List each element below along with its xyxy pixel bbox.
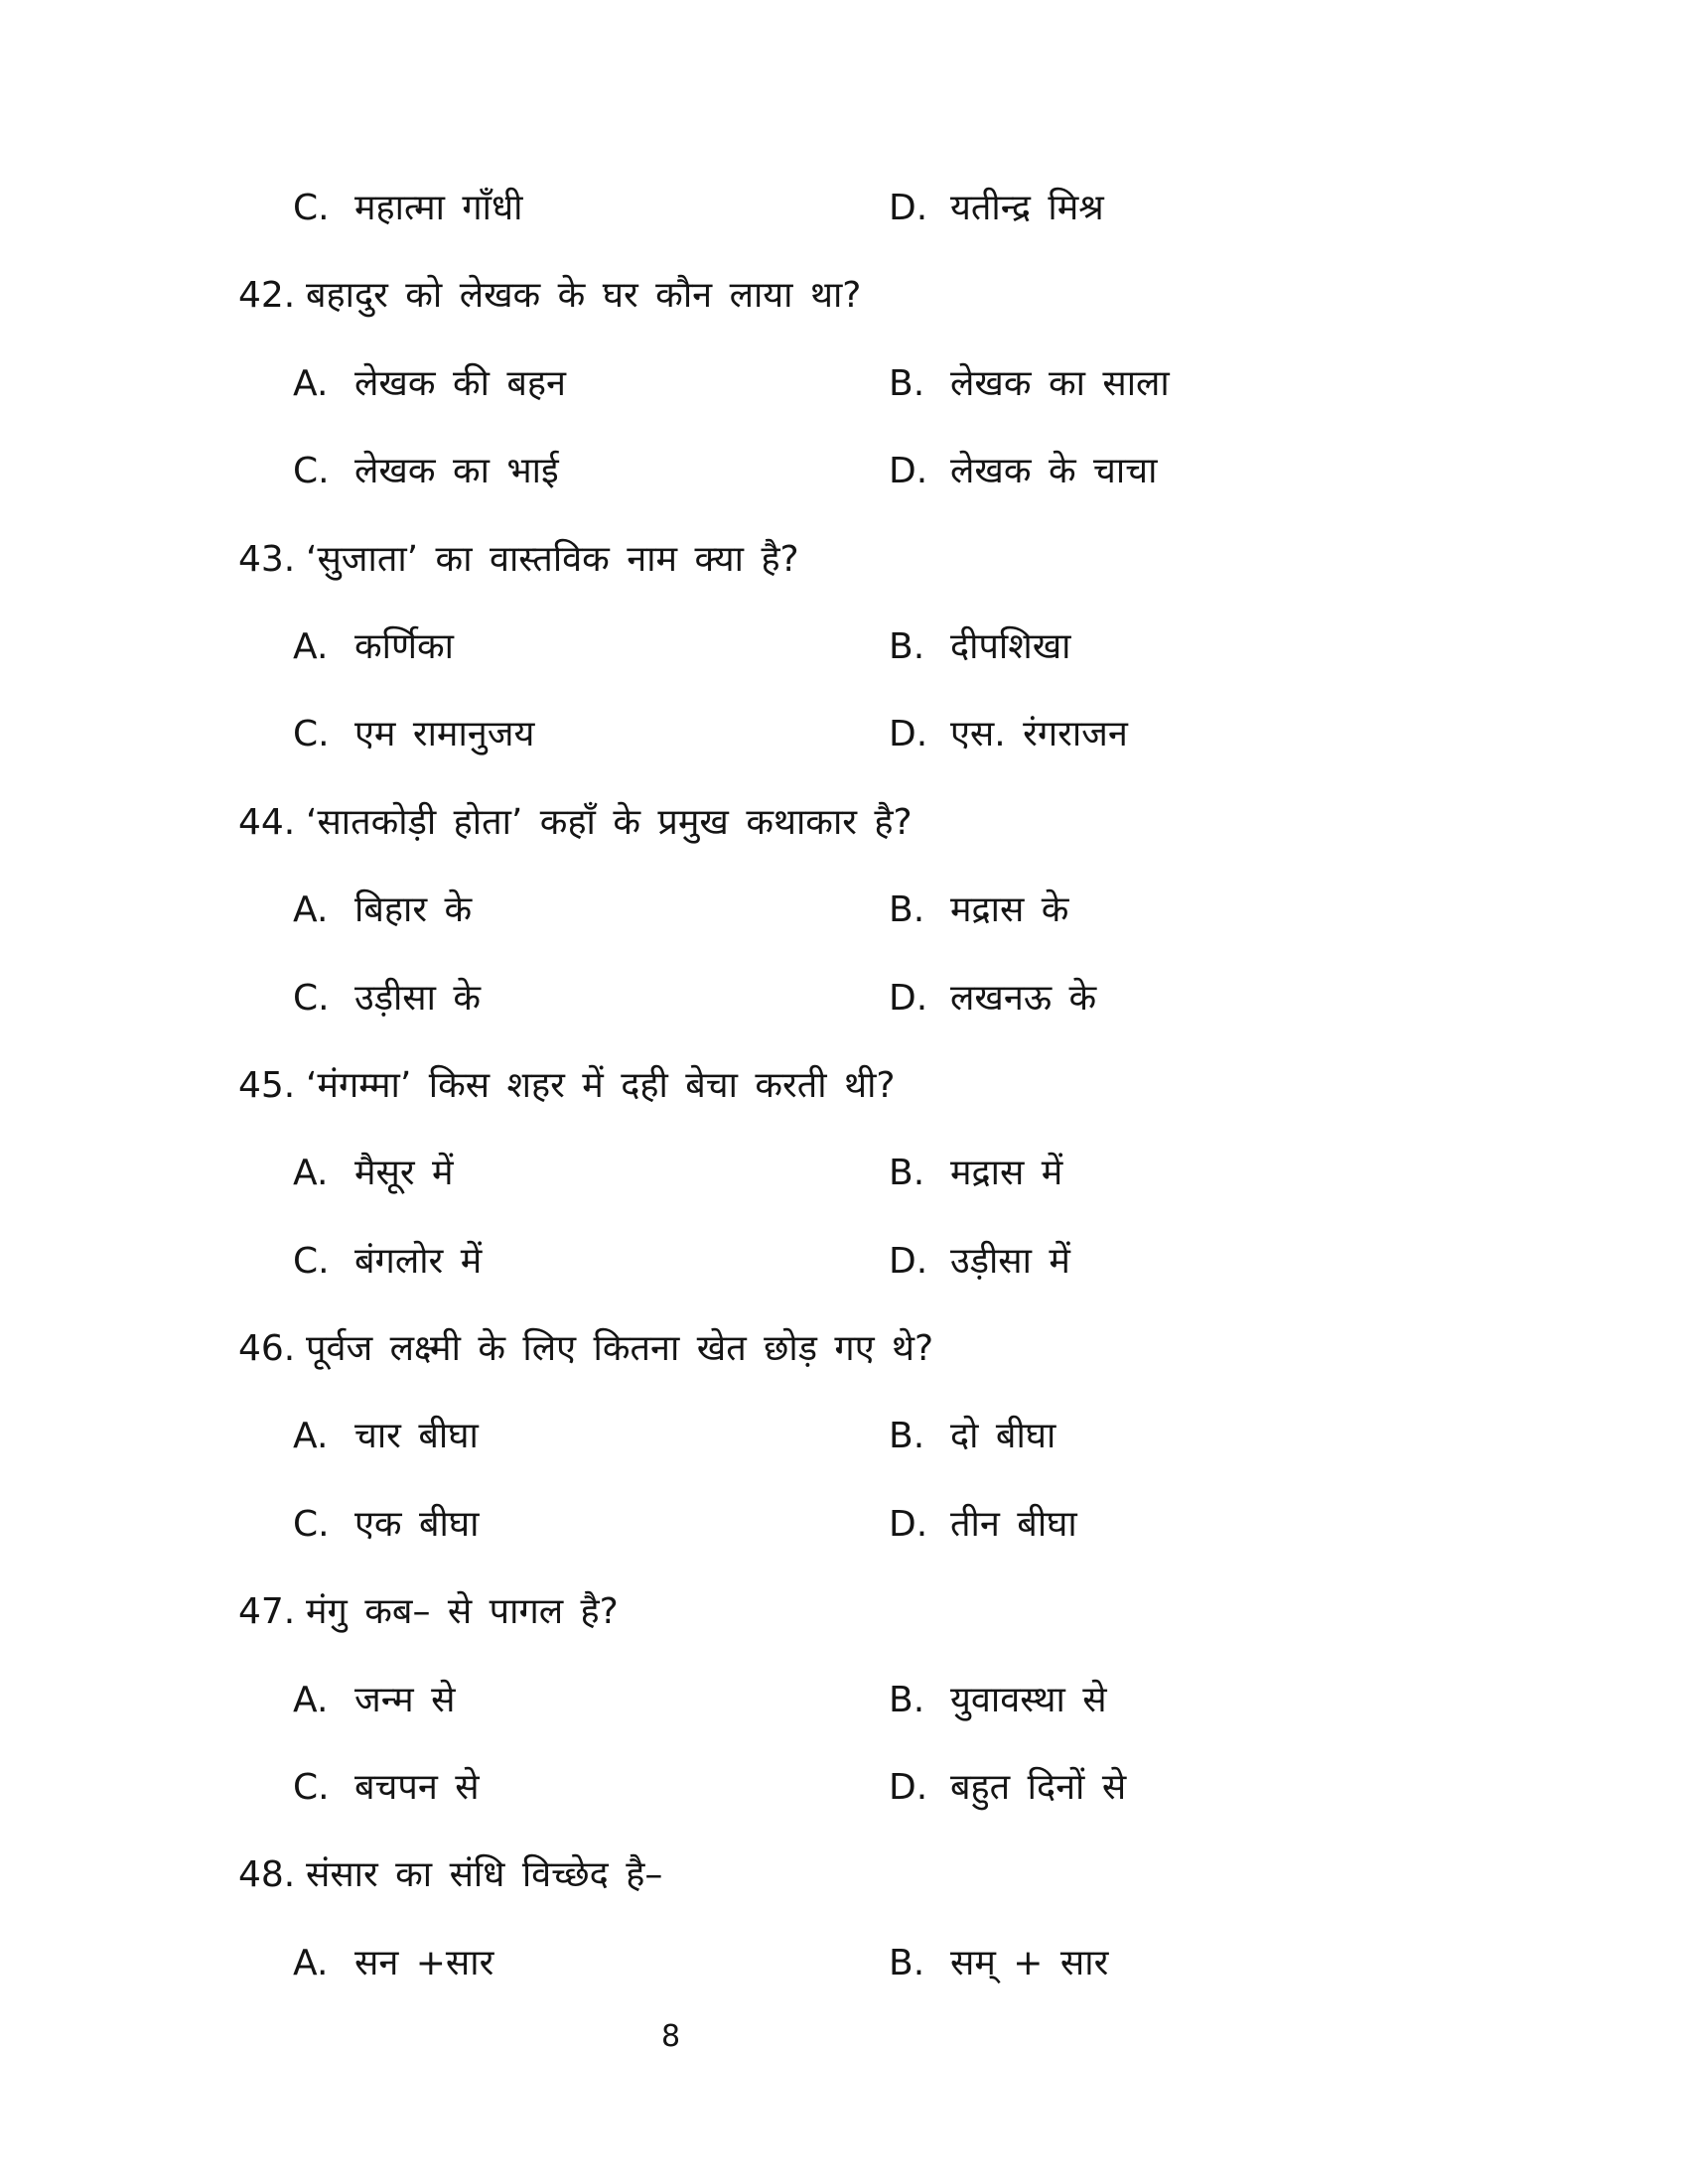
option — [293, 622, 889, 710]
option-label: C. — [293, 188, 330, 228]
option — [889, 447, 1688, 534]
option — [293, 1149, 889, 1236]
option-label: C. — [293, 1767, 330, 1809]
option-text: तीन बीघा — [950, 1503, 1077, 1545]
option-label: C. — [293, 451, 330, 492]
option-text: सम् + सार — [950, 1942, 1109, 1983]
option-text: उड़ीसा में — [950, 1240, 1070, 1282]
option-text: बंगलोर में — [354, 1240, 483, 1282]
question-number: 48. — [238, 1854, 296, 1896]
option-label: A. — [293, 1153, 329, 1194]
question-46-options-ab — [0, 1412, 1688, 1499]
option — [889, 886, 1688, 973]
question-text: ‘सातकोड़ी होता’ कहाँ के प्रमुख कथाकार है? — [306, 801, 913, 843]
option-label: D. — [889, 188, 928, 228]
option — [889, 359, 1688, 447]
page-number: 8 — [661, 2019, 681, 2054]
option-text: दो बीघा — [950, 1416, 1056, 1457]
option-label: D. — [889, 1503, 928, 1545]
option — [293, 1500, 889, 1587]
question-46 — [0, 1324, 1688, 1412]
option — [293, 886, 889, 973]
option-text: चार बीघा — [354, 1416, 479, 1457]
option — [293, 447, 889, 534]
question-44 — [0, 798, 1688, 886]
option-label: B. — [889, 362, 925, 404]
option-text: कर्णिका — [354, 625, 454, 667]
option — [889, 1939, 1688, 2026]
option — [889, 1500, 1688, 1587]
option — [293, 710, 889, 797]
question-43-options-cd — [0, 710, 1688, 797]
option-text: जन्म से — [354, 1679, 456, 1720]
option-text: एम रामानुजय — [354, 714, 535, 755]
question-number: 44. — [238, 801, 296, 843]
option — [293, 1676, 889, 1763]
option-text: यतीन्द्र मिश्र — [950, 188, 1104, 228]
question-number: 46. — [238, 1328, 296, 1370]
option-label: B. — [889, 889, 925, 931]
question-number: 47. — [238, 1591, 296, 1633]
question-text: पूर्वज लक्ष्मी के लिए कितना खेत छोड़ गए थे? — [306, 1328, 934, 1370]
option — [889, 1763, 1688, 1850]
question-number: 42. — [238, 275, 296, 317]
option — [293, 359, 889, 447]
option-text: लखनऊ के — [950, 977, 1097, 1019]
question-42 — [0, 271, 1688, 358]
option — [889, 184, 1688, 271]
option-text: लेखक की बहन — [354, 362, 567, 404]
option-label: B. — [889, 1416, 925, 1457]
option-label: D. — [889, 1767, 928, 1809]
option-label: B. — [889, 625, 925, 667]
option — [889, 622, 1688, 710]
option-label: C. — [293, 1240, 330, 1282]
question-text: मंगु कब– से पागल है? — [306, 1591, 619, 1633]
option-text: बिहार के — [354, 889, 473, 931]
option-text: उड़ीसा के — [354, 977, 482, 1019]
carryover-options-row — [0, 184, 1688, 271]
question-text: बहादुर को लेखक के घर कौन लाया था? — [306, 275, 862, 317]
option — [293, 184, 889, 271]
option-label: C. — [293, 977, 330, 1019]
option-label: D. — [889, 451, 928, 492]
option-label: C. — [293, 714, 330, 755]
question-44-options-cd — [0, 974, 1688, 1061]
option-label: B. — [889, 1942, 925, 1983]
question-text: ‘मंगम्मा’ किस शहर में दही बेचा करती थी? — [306, 1064, 896, 1106]
option-text: मैसूर में — [354, 1153, 454, 1194]
question-text: ‘सुजाता’ का वास्तविक नाम क्या है? — [306, 538, 799, 580]
option-text: एस. रंगराजन — [950, 714, 1128, 755]
option — [293, 1237, 889, 1324]
option-label: A. — [293, 1679, 329, 1720]
option-label: D. — [889, 714, 928, 755]
question-48-options-ab — [0, 1939, 1688, 2026]
option-text: दीपशिखा — [950, 625, 1071, 667]
option-text: सन +सार — [354, 1942, 494, 1983]
option-label: A. — [293, 362, 329, 404]
option-label: B. — [889, 1153, 925, 1194]
question-42-options-cd — [0, 447, 1688, 534]
option — [889, 1237, 1688, 1324]
option-text: बचपन से — [354, 1767, 480, 1809]
question-42-options-ab — [0, 359, 1688, 447]
question-text: संसार का संधि विच्छेद है– — [306, 1854, 663, 1896]
option-label: A. — [293, 889, 329, 931]
option-label: D. — [889, 977, 928, 1019]
option-label: A. — [293, 1416, 329, 1457]
option — [293, 1939, 889, 2026]
question-47-options-cd — [0, 1763, 1688, 1850]
option-text: युवावस्था से — [950, 1679, 1107, 1720]
question-47-options-ab — [0, 1676, 1688, 1763]
question-44-options-ab — [0, 886, 1688, 973]
option — [889, 1412, 1688, 1499]
question-46-options-cd — [0, 1500, 1688, 1587]
option — [889, 974, 1688, 1061]
question-45 — [0, 1061, 1688, 1149]
option-text: एक बीघा — [354, 1503, 480, 1545]
question-number: 45. — [238, 1064, 296, 1106]
question-43 — [0, 535, 1688, 622]
question-48 — [0, 1850, 1688, 1938]
option-text: लेखक का साला — [950, 362, 1170, 404]
option-text: महात्मा गाँधी — [354, 188, 523, 228]
option-text: लेखक के चाचा — [950, 451, 1158, 492]
question-45-options-cd — [0, 1237, 1688, 1324]
option-label: A. — [293, 625, 329, 667]
option — [293, 1763, 889, 1850]
option-text: मद्रास के — [950, 889, 1069, 931]
option-text: बहुत दिनों से — [950, 1767, 1127, 1809]
option — [889, 1676, 1688, 1763]
option-label: D. — [889, 1240, 928, 1282]
question-number: 43. — [238, 538, 296, 580]
option — [293, 974, 889, 1061]
option — [293, 1412, 889, 1499]
option-label: B. — [889, 1679, 925, 1720]
option — [889, 710, 1688, 797]
question-45-options-ab — [0, 1149, 1688, 1236]
option — [889, 1149, 1688, 1236]
option-label: A. — [293, 1942, 329, 1983]
question-47 — [0, 1587, 1688, 1675]
option-text: लेखक का भाई — [354, 451, 559, 492]
option-label: C. — [293, 1503, 330, 1545]
question-43-options-ab — [0, 622, 1688, 710]
question-paper-page — [0, 184, 1688, 2026]
option-text: मद्रास में — [950, 1153, 1063, 1194]
